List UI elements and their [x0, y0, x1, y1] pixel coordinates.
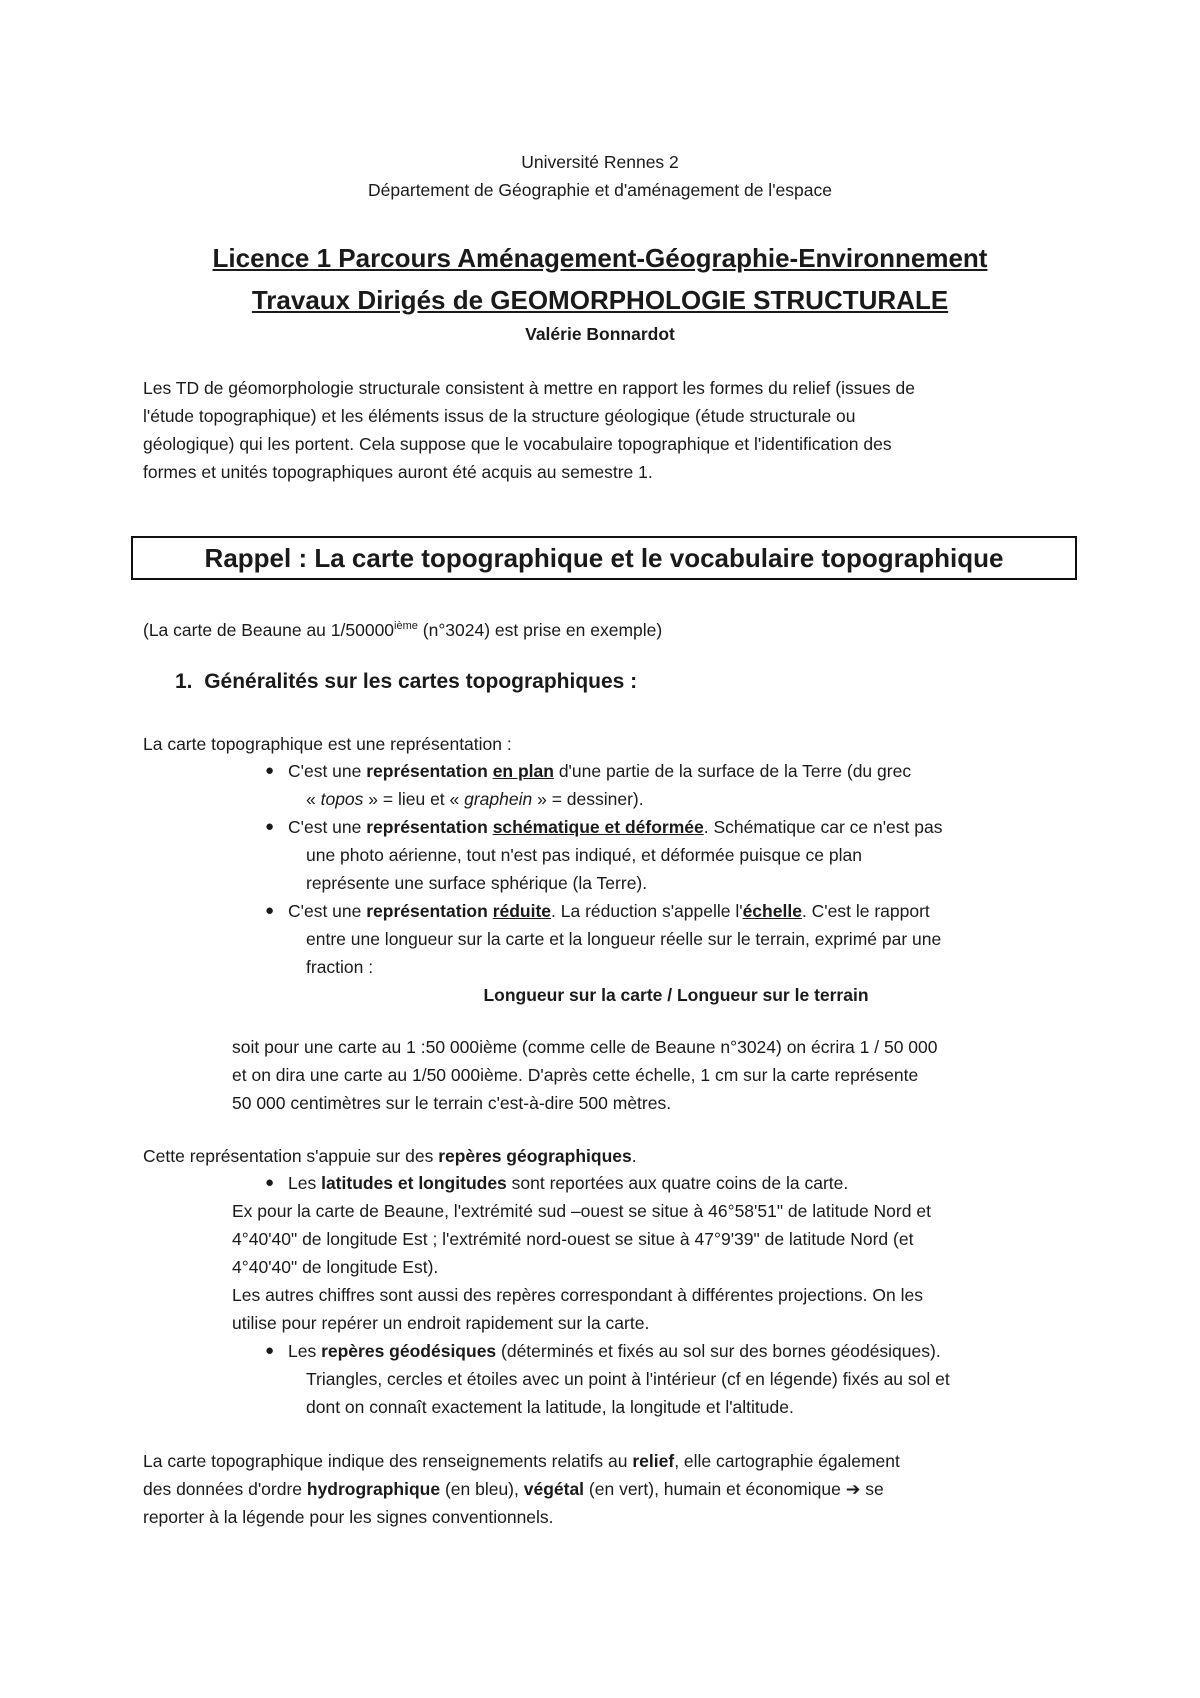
section-1-heading	[175, 668, 637, 696]
text-run: » = lieu et «	[363, 789, 465, 809]
other-reperes: Les autres chiffres sont aussi des repères correspondant à différentes projections. On les	[232, 1285, 923, 1305]
list-item	[288, 759, 911, 783]
text-run: Les	[288, 1173, 322, 1193]
text-run: réduite	[492, 901, 552, 921]
text-run: schématique et déformée	[492, 817, 704, 837]
intro-line: formes et unités topographiques auront été acquis au semestre 1.	[143, 462, 653, 482]
text-run: représentation	[366, 901, 488, 921]
list-item-continuation: représente une surface sphérique (la Terre).	[306, 873, 648, 893]
text-run: » = dessiner).	[532, 789, 644, 809]
text-run: en plan	[492, 761, 554, 781]
text-run: , elle cartographie également	[674, 1451, 900, 1471]
list-item-continuation: entre une longueur sur la carte et la longueur réelle sur le terrain, exprimé par une	[306, 929, 942, 949]
author-name: Valérie Bonnardot	[525, 324, 675, 344]
scale-line: 50 000 centimètres sur le terrain c'est-à-dire 500 mètres.	[232, 1093, 672, 1113]
bullet-icon: ●	[265, 902, 275, 919]
text-run: graphein	[464, 789, 533, 809]
list-item	[288, 1171, 848, 1195]
list-item	[288, 815, 942, 839]
example-text: (La carte de Beaune au 1/50000	[143, 619, 395, 640]
university-name: Université Rennes 2	[521, 152, 679, 172]
text-run: La carte topographique indique des renseignements relatifs au	[143, 1451, 633, 1471]
text-run: Cette représentation s'appuie sur des	[143, 1146, 439, 1166]
scale-formula: Longueur sur la carte / Longueur sur le terrain	[483, 985, 869, 1005]
list-item-continuation: Triangles, cercles et étoiles avec un point à l'intérieur (cf en légende) fixés au sol et	[306, 1369, 950, 1389]
text-run: végétal	[523, 1479, 585, 1499]
closing-line: reporter à la légende pour les signes conventionnels.	[143, 1507, 554, 1527]
list-item-continuation: une photo aérienne, tout n'est pas indiqué, et déformée puisque ce plan	[306, 845, 862, 865]
text-run: représentation	[366, 761, 488, 781]
reperes-intro	[143, 1144, 637, 1168]
text-run: (en bleu),	[440, 1479, 524, 1499]
text-run: . La réduction s'appelle l'	[551, 901, 743, 921]
example-coordinates: 4°40'40" de longitude Est).	[232, 1257, 439, 1277]
text-run: se	[860, 1479, 884, 1499]
text-run: Les	[288, 1341, 322, 1361]
text-run: relief	[632, 1451, 675, 1471]
text-run: .	[631, 1146, 637, 1166]
text-run: topos	[320, 789, 364, 809]
closing-line	[143, 1477, 884, 1501]
closing-line	[143, 1449, 900, 1473]
text-run: d'une partie de la surface de la Terre (du grec	[553, 761, 912, 781]
text-run: repères géodésiques	[321, 1341, 497, 1361]
text-run: . C'est le rapport	[801, 901, 930, 921]
text-run: C'est une	[288, 901, 367, 921]
text-run: C'est une	[288, 761, 367, 781]
text-run: C'est une	[288, 817, 367, 837]
text-run: représentation	[366, 817, 488, 837]
text-run: . Schématique car ce n'est pas	[703, 817, 943, 837]
td-title: Travaux Dirigés de GEOMORPHOLOGIE STRUCTURALE	[251, 285, 949, 315]
text-run: des données d'ordre	[143, 1479, 307, 1499]
intro-line: l'étude topographique) et les éléments issus de la structure géologique (étude structurale ou	[143, 406, 856, 426]
example-coordinates: Ex pour la carte de Beaune, l'extrémité sud –ouest se situe à 46°58'51" de latitude Nord et	[232, 1201, 931, 1221]
department-name: Département de Géographie et d'aménagement de l'espace	[368, 180, 832, 200]
section-title: Généralités sur les cartes topographiques :	[204, 670, 638, 693]
bullet-icon: ●	[265, 762, 275, 779]
list-item	[288, 899, 930, 923]
intro-line: Les TD de géomorphologie structurale consistent à mettre en rapport les formes du relief (issues de	[143, 378, 916, 398]
bullet-icon: ●	[265, 818, 275, 835]
bullet-icon: ●	[265, 1174, 275, 1191]
scale-line: et on dira une carte au 1/50 000ième. D'après cette échelle, 1 cm sur la carte représente	[232, 1065, 919, 1085]
list-item-continuation: fraction :	[306, 957, 374, 977]
example-note	[143, 614, 662, 642]
text-run: hydrographique	[306, 1479, 441, 1499]
text-run: (déterminés et fixés au sol sur des bornes géodésiques).	[496, 1341, 941, 1361]
example-sup: ième	[394, 620, 418, 632]
intro-line: géologique) qui les portent. Cela suppose que le vocabulaire topographique et l'identification des	[143, 434, 892, 454]
list-item	[288, 1339, 941, 1363]
list-item-continuation: dont on connaît exactement la latitude, la longitude et l'altitude.	[306, 1397, 794, 1417]
text-run: «	[306, 789, 321, 809]
licence-title: Licence 1 Parcours Aménagement-Géographie-Environnement	[212, 243, 988, 273]
right-arrow-icon: ➔	[845, 1479, 861, 1499]
example-coordinates: 4°40'40" de longitude Est ; l'extrémité nord-ouest se situe à 47°9'39" de latitude Nord (et	[232, 1229, 914, 1249]
text-run: (en vert), humain et économique	[584, 1479, 846, 1499]
list-item-continuation	[306, 787, 644, 811]
text-run: échelle	[742, 901, 802, 921]
text-run: sont reportées aux quatre coins de la carte.	[506, 1173, 849, 1193]
other-reperes: utilise pour repérer un endroit rapidement sur la carte.	[232, 1313, 650, 1333]
text-run: latitudes et longitudes	[321, 1173, 507, 1193]
section-number: 1.	[175, 670, 193, 693]
text-run: repères géographiques	[438, 1146, 632, 1166]
example-text: (n°3024) est prise en exemple)	[417, 619, 663, 640]
scale-line: soit pour une carte au 1 :50 000ième (comme celle de Beaune n°3024) on écrira 1 / 50 000	[232, 1037, 938, 1057]
bullet-icon: ●	[265, 1342, 275, 1359]
section-box-title: Rappel : La carte topographique et le vocabulaire topographique	[131, 536, 1077, 580]
representation-intro: La carte topographique est une représentation :	[143, 734, 512, 754]
